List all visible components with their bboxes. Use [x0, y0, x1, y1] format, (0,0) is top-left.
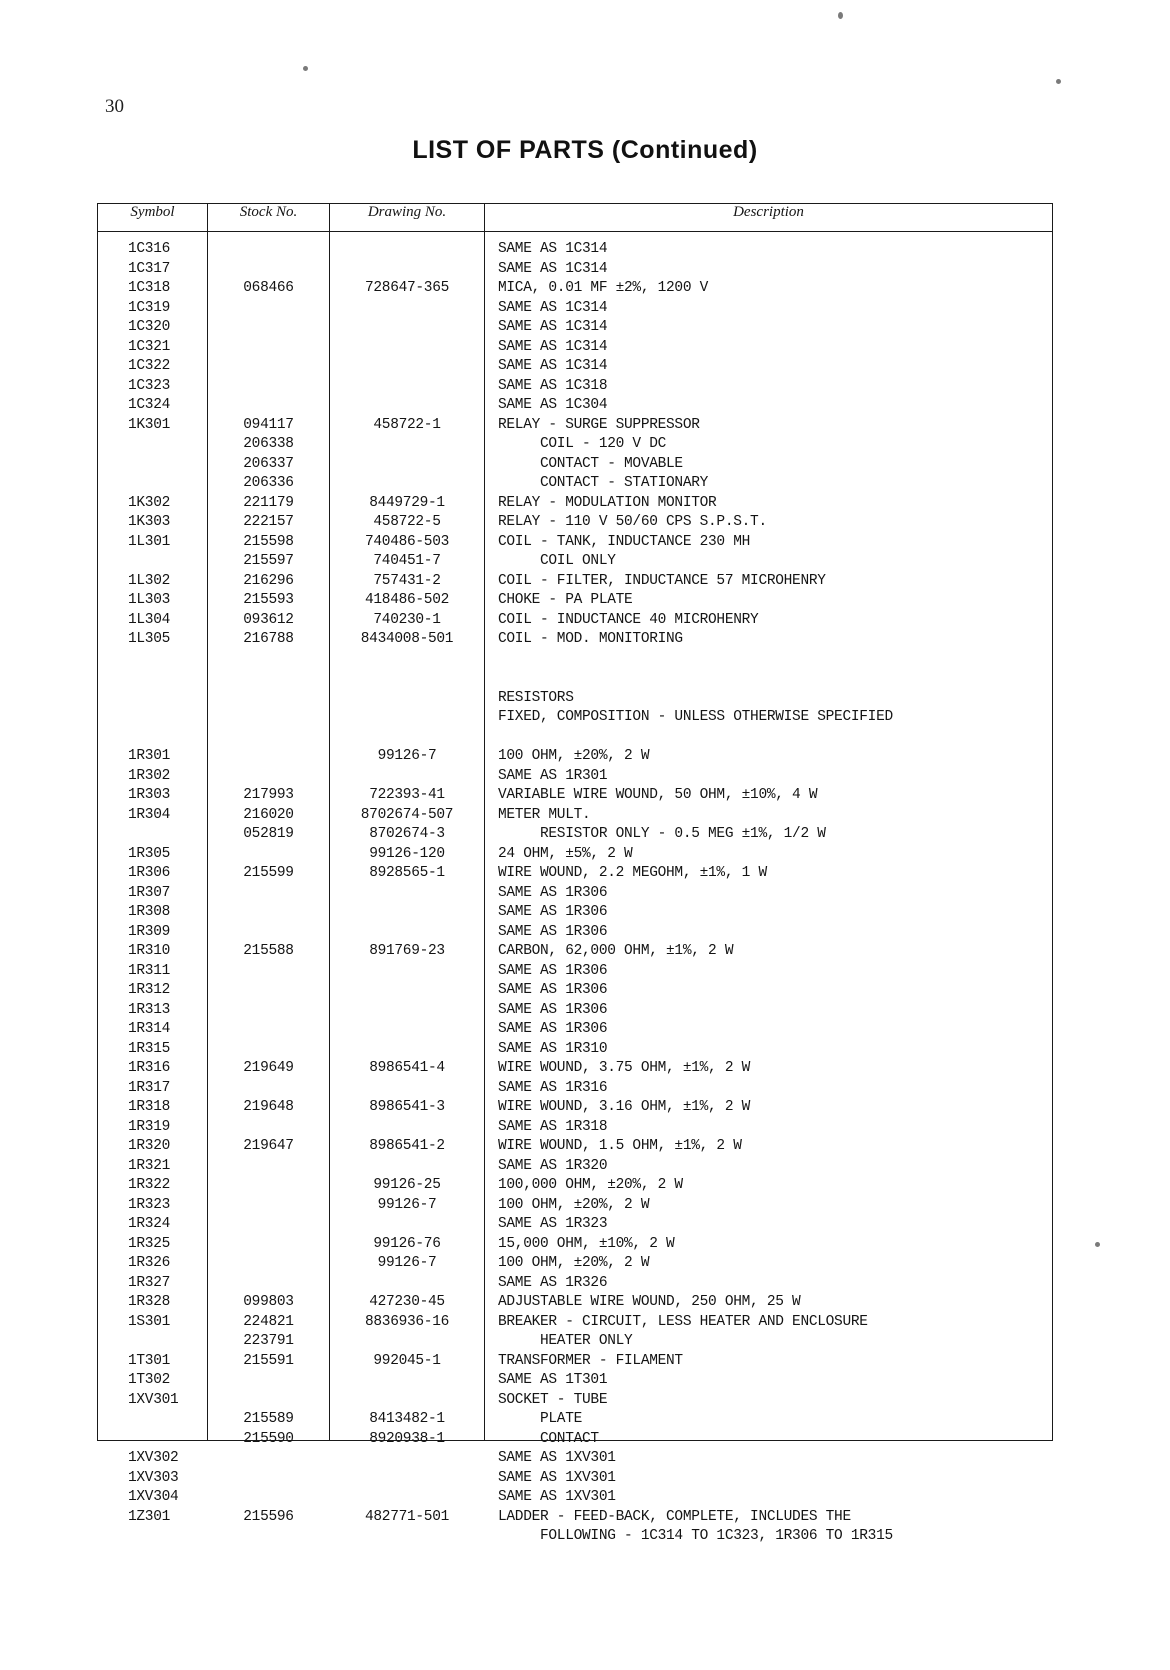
- stock-no-cell: 221179: [243, 494, 294, 511]
- description-cell: SAME AS 1R306: [498, 982, 608, 998]
- symbol-cell: 1C321: [128, 338, 171, 355]
- symbol-cell: 1L303: [128, 592, 171, 608]
- stock-no-cell: 099803: [243, 1294, 294, 1310]
- symbol-cell: 1C318: [128, 280, 171, 296]
- description-cell: SAME AS 1XV301: [498, 1489, 616, 1505]
- symbol-cell: 1R316: [128, 1060, 171, 1076]
- drawing-no-cell: 8986541-2: [369, 1138, 445, 1154]
- symbol-cell: 1R317: [128, 1079, 171, 1096]
- description-cell: PLATE: [498, 1411, 583, 1427]
- drawing-no-cell: 757431-2: [373, 572, 441, 589]
- description-cell: SAME AS 1R310: [498, 1040, 608, 1057]
- drawing-no-column: [330, 232, 485, 1525]
- stock-no-cell: 215597: [243, 553, 294, 569]
- description-cell: COIL - MOD. MONITORING: [498, 631, 683, 647]
- symbol-cell: 1C324: [128, 397, 171, 413]
- stock-no-cell: 215598: [243, 533, 294, 550]
- drawing-no-cell: 722393-41: [369, 787, 445, 803]
- description-cell: SAME AS 1R306: [498, 884, 608, 901]
- drawing-no-cell: 740486-503: [364, 533, 449, 550]
- description-cell: SAME AS 1R306: [498, 1001, 608, 1018]
- description-cell: RELAY - MODULATION MONITOR: [498, 494, 717, 511]
- symbol-cell: 1K303: [128, 514, 171, 530]
- description-cell: 15,000 OHM, ±10%, 2 W: [498, 1235, 675, 1252]
- symbol-cell: 1C322: [128, 358, 171, 374]
- stock-no-cell: 222157: [243, 514, 294, 530]
- symbol-cell: 1C317: [128, 260, 171, 277]
- symbol-cell: 1R311: [128, 962, 171, 979]
- description-cell: RELAY - SURGE SUPPRESSOR: [498, 416, 700, 433]
- stock-no-cell: 094117: [243, 416, 294, 433]
- drawing-no-cell: 458722-5: [373, 514, 441, 530]
- description-cell: SAME AS 1C314: [498, 338, 608, 355]
- column-header-drawing-no: Drawing No.: [330, 204, 485, 232]
- description-cell: SAME AS 1R306: [498, 904, 608, 920]
- description-cell: SAME AS 1R318: [498, 1118, 608, 1135]
- description-cell: FIXED, COMPOSITION - UNLESS OTHERWISE SPECIFIED: [498, 709, 893, 725]
- description-cell: CONTACT: [498, 1430, 599, 1447]
- stock-no-column: [208, 232, 330, 1525]
- description-cell: 100 OHM, ±20%, 2 W: [498, 748, 650, 764]
- symbol-cell: 1R314: [128, 1021, 171, 1037]
- stock-no-cell: 215596: [243, 1508, 294, 1525]
- scan-speck: [1056, 79, 1061, 84]
- drawing-no-cell: 740451-7: [373, 553, 441, 569]
- symbol-cell: 1R308: [128, 904, 171, 920]
- drawing-no-cell: 458722-1: [373, 416, 441, 433]
- symbol-cell: 1C320: [128, 319, 171, 335]
- description-cell: COIL - TANK, INDUCTANCE 230 MH: [498, 533, 751, 550]
- drawing-no-cell: 99126-7: [377, 1255, 437, 1271]
- drawing-no-cell: 99126-120: [369, 845, 445, 862]
- description-cell: SAME AS 1C318: [498, 377, 608, 394]
- symbol-cell: 1T301: [128, 1352, 171, 1369]
- drawing-no-cell: 99126-76: [373, 1235, 441, 1252]
- stock-no-cell: 215591: [243, 1352, 294, 1369]
- symbol-cell: 1R319: [128, 1118, 171, 1135]
- stock-no-cell: 206337: [243, 455, 294, 472]
- description-cell: MICA, 0.01 MF ±2%, 1200 V: [498, 280, 709, 296]
- description-cell: SAME AS 1C314: [498, 319, 608, 335]
- symbol-cell: 1K302: [128, 494, 171, 511]
- description-column: [485, 232, 1053, 1544]
- symbol-cell: 1R305: [128, 845, 171, 862]
- symbol-cell: 1R306: [128, 865, 171, 881]
- description-cell: SAME AS 1C314: [498, 299, 608, 316]
- stock-no-cell: 219648: [243, 1099, 294, 1115]
- symbol-cell: 1R321: [128, 1157, 171, 1174]
- description-cell: SAME AS 1R323: [498, 1216, 608, 1232]
- symbol-cell: 1Z301: [128, 1508, 171, 1525]
- stock-no-cell: 219649: [243, 1060, 294, 1076]
- symbol-cell: 1R328: [128, 1294, 171, 1310]
- description-cell: 24 OHM, ±5%, 2 W: [498, 845, 633, 862]
- symbol-cell: 1L302: [128, 572, 171, 589]
- symbol-cell: 1R304: [128, 806, 171, 823]
- drawing-no-cell: 8836936-16: [364, 1313, 449, 1330]
- symbol-cell: 1R309: [128, 923, 171, 940]
- description-cell: SAME AS 1XV301: [498, 1469, 616, 1486]
- drawing-no-cell: 418486-502: [364, 592, 449, 608]
- symbol-cell: 1R312: [128, 982, 171, 998]
- stock-no-cell: 217993: [243, 787, 294, 803]
- description-cell: RESISTOR ONLY - 0.5 MEG ±1%, 1/2 W: [498, 826, 826, 842]
- drawing-no-cell: 740230-1: [373, 611, 441, 628]
- drawing-no-cell: 8702674-507: [360, 806, 454, 823]
- symbol-cell: 1XV303: [128, 1469, 179, 1486]
- drawing-no-cell: 99126-7: [377, 748, 437, 764]
- drawing-no-cell: 8702674-3: [369, 826, 445, 842]
- symbol-cell: 1C323: [128, 377, 171, 394]
- stock-no-cell: 215588: [243, 943, 294, 959]
- stock-no-cell: 093612: [243, 611, 294, 628]
- description-cell: WIRE WOUND, 2.2 MEGOHM, ±1%, 1 W: [498, 865, 767, 881]
- description-cell: SAME AS 1C304: [498, 397, 608, 413]
- description-cell: 100,000 OHM, ±20%, 2 W: [498, 1177, 683, 1193]
- stock-no-cell: 219647: [243, 1138, 294, 1154]
- stock-no-cell: 224821: [243, 1313, 294, 1330]
- description-cell: METER MULT.: [498, 806, 591, 823]
- stock-no-cell: 215590: [243, 1430, 294, 1447]
- stock-no-cell: 068466: [243, 280, 294, 296]
- description-cell: 100 OHM, ±20%, 2 W: [498, 1255, 650, 1271]
- symbol-cell: 1L301: [128, 533, 171, 550]
- drawing-no-cell: 992045-1: [373, 1352, 441, 1369]
- description-cell: SAME AS 1R320: [498, 1157, 608, 1174]
- drawing-no-cell: 8449729-1: [369, 494, 445, 511]
- description-cell: HEATER ONLY: [498, 1333, 633, 1349]
- scan-speck: [1095, 1242, 1100, 1247]
- description-cell: SAME AS 1R301: [498, 767, 608, 784]
- symbol-cell: 1XV302: [128, 1450, 179, 1466]
- description-cell: CONTACT - STATIONARY: [498, 475, 709, 491]
- description-cell: ADJUSTABLE WIRE WOUND, 250 OHM, 25 W: [498, 1294, 801, 1310]
- symbol-cell: 1L305: [128, 631, 171, 647]
- symbol-cell: 1R325: [128, 1235, 171, 1252]
- drawing-no-cell: 482771-501: [364, 1508, 449, 1525]
- description-cell: SAME AS 1C314: [498, 241, 608, 257]
- description-cell: SAME AS 1R316: [498, 1079, 608, 1096]
- drawing-no-cell: 8434008-501: [360, 631, 454, 647]
- description-cell: SOCKET - TUBE: [498, 1391, 608, 1408]
- drawing-no-cell: 99126-7: [377, 1196, 437, 1213]
- description-cell: BREAKER - CIRCUIT, LESS HEATER AND ENCLOSURE: [498, 1313, 868, 1330]
- description-cell: SAME AS 1R306: [498, 962, 608, 979]
- symbol-cell: 1R318: [128, 1099, 171, 1115]
- drawing-no-cell: 8986541-4: [369, 1060, 445, 1076]
- stock-no-cell: 223791: [243, 1333, 294, 1349]
- symbol-cell: 1XV304: [128, 1489, 179, 1505]
- parts-list-table: [97, 203, 1053, 1544]
- stock-no-cell: 215593: [243, 592, 294, 608]
- stock-no-cell: 206336: [243, 475, 294, 491]
- symbol-cell: 1R327: [128, 1274, 171, 1291]
- drawing-no-cell: 8413482-1: [369, 1411, 445, 1427]
- description-cell: RELAY - 110 V 50/60 CPS S.P.S.T.: [498, 514, 767, 530]
- symbol-cell: 1R315: [128, 1040, 171, 1057]
- description-cell: 100 OHM, ±20%, 2 W: [498, 1196, 650, 1213]
- page-title: LIST OF PARTS (Continued): [412, 136, 758, 164]
- drawing-no-cell: 728647-365: [364, 280, 449, 296]
- description-cell: VARIABLE WIRE WOUND, 50 OHM, ±10%, 4 W: [498, 787, 818, 803]
- description-cell: WIRE WOUND, 3.75 OHM, ±1%, 2 W: [498, 1060, 751, 1076]
- table-body-row: [98, 232, 1053, 1441]
- description-cell: COIL ONLY: [498, 553, 616, 569]
- description-cell: FOLLOWING - 1C314 TO 1C323, 1R306 TO 1R315: [498, 1528, 893, 1544]
- symbol-cell: 1L304: [128, 611, 171, 628]
- description-cell: COIL - FILTER, INDUCTANCE 57 MICROHENRY: [498, 572, 826, 589]
- drawing-no-cell: 8986541-3: [369, 1099, 445, 1115]
- description-cell: SAME AS 1R306: [498, 1021, 608, 1037]
- description-cell: CONTACT - MOVABLE: [498, 455, 683, 472]
- description-cell: COIL - INDUCTANCE 40 MICROHENRY: [498, 611, 759, 628]
- symbol-cell: 1C319: [128, 299, 171, 316]
- drawing-no-cell: 891769-23: [369, 943, 445, 959]
- scan-speck: [303, 66, 308, 71]
- description-cell: WIRE WOUND, 3.16 OHM, ±1%, 2 W: [498, 1099, 751, 1115]
- symbol-cell: 1K301: [128, 416, 171, 433]
- scan-speck: [838, 12, 843, 19]
- description-cell: CHOKE - PA PLATE: [498, 592, 633, 608]
- column-header-stock-no: Stock No.: [208, 204, 330, 232]
- symbol-cell: 1R326: [128, 1255, 171, 1271]
- symbol-cell: 1R301: [128, 748, 171, 764]
- description-cell: WIRE WOUND, 1.5 OHM, ±1%, 2 W: [498, 1138, 742, 1154]
- symbol-cell: 1S301: [128, 1313, 171, 1330]
- symbol-cell: 1R322: [128, 1177, 171, 1193]
- stock-no-cell: 215599: [243, 865, 294, 881]
- table-header-row: [98, 204, 1053, 232]
- drawing-no-cell: 8928565-1: [369, 865, 445, 881]
- symbol-cell: 1C316: [128, 241, 171, 257]
- symbol-cell: 1R307: [128, 884, 171, 901]
- symbol-cell: 1T302: [128, 1372, 171, 1388]
- stock-no-cell: 216020: [243, 806, 294, 823]
- symbol-cell: 1XV301: [128, 1391, 179, 1408]
- drawing-no-cell: 99126-25: [373, 1177, 441, 1193]
- description-cell: SAME AS 1T301: [498, 1372, 608, 1388]
- description-cell: SAME AS 1C314: [498, 358, 608, 374]
- description-cell: TRANSFORMER - FILAMENT: [498, 1352, 683, 1369]
- symbol-cell: 1R323: [128, 1196, 171, 1213]
- symbol-cell: 1R320: [128, 1138, 171, 1154]
- description-cell: RESISTORS: [498, 689, 574, 706]
- drawing-no-cell: 427230-45: [369, 1294, 445, 1310]
- stock-no-cell: 215589: [243, 1411, 294, 1427]
- description-cell: LADDER - FEED-BACK, COMPLETE, INCLUDES THE: [498, 1508, 851, 1525]
- symbol-cell: 1R302: [128, 767, 171, 784]
- stock-no-cell: 206338: [243, 436, 294, 452]
- symbol-cell: 1R303: [128, 787, 171, 803]
- drawing-no-cell: 8920938-1: [369, 1430, 445, 1447]
- description-cell: CARBON, 62,000 OHM, ±1%, 2 W: [498, 943, 734, 959]
- description-cell: SAME AS 1R326: [498, 1274, 608, 1291]
- symbol-cell: 1R310: [128, 943, 171, 959]
- stock-no-cell: 216296: [243, 572, 294, 589]
- symbol-cell: 1R324: [128, 1216, 171, 1232]
- description-cell: SAME AS 1XV301: [498, 1450, 616, 1466]
- description-cell: SAME AS 1C314: [498, 260, 608, 277]
- description-cell: SAME AS 1R306: [498, 923, 608, 940]
- symbol-column: [98, 232, 208, 1525]
- column-header-description: Description: [485, 204, 1053, 232]
- description-cell: COIL - 120 V DC: [498, 436, 667, 452]
- column-header-symbol: Symbol: [98, 204, 208, 232]
- page-number: 30: [105, 96, 124, 117]
- stock-no-cell: 052819: [243, 826, 294, 842]
- stock-no-cell: 216788: [243, 631, 294, 647]
- symbol-cell: 1R313: [128, 1001, 171, 1018]
